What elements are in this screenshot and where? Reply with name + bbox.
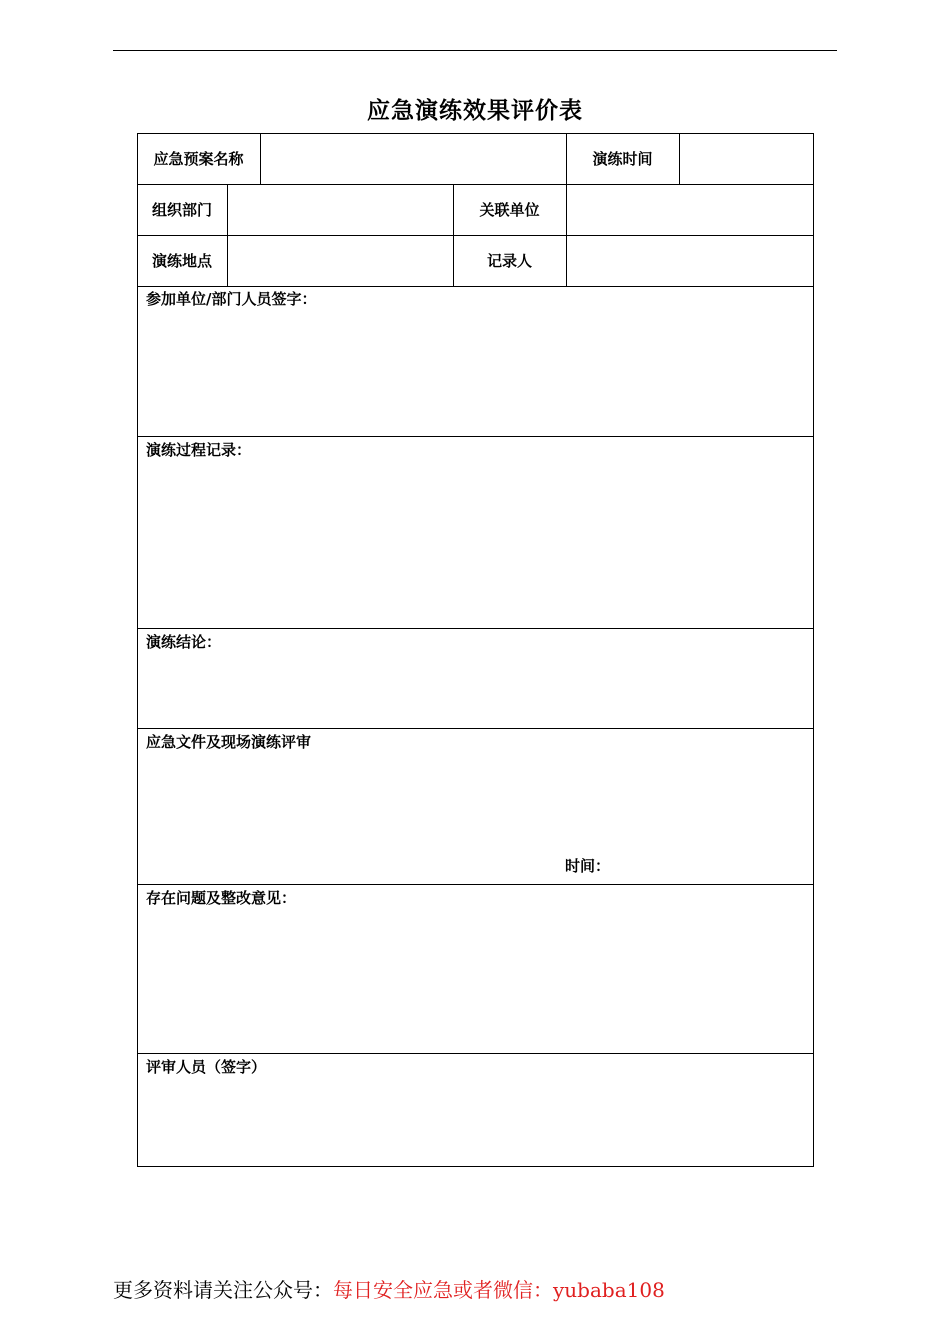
footer-contact: 每日安全应急或者微信：yubaba108	[333, 1278, 665, 1302]
related-unit-label: 关联单位	[479, 201, 540, 219]
row-divider	[137, 728, 814, 729]
table-border-right	[813, 133, 814, 1167]
row-divider	[137, 1053, 814, 1054]
process-record-label: 演练过程记录：	[146, 441, 252, 459]
evaluation-form-table	[137, 133, 814, 1167]
issues-label: 存在问题及整改意见：	[146, 889, 297, 907]
page-title: 应急演练效果评价表	[367, 97, 583, 124]
row-divider	[137, 628, 814, 629]
cell-divider	[679, 133, 680, 184]
cell-divider	[260, 133, 261, 184]
header-rule	[113, 50, 837, 51]
location-label: 演练地点	[151, 252, 212, 270]
footer-note	[113, 1274, 665, 1303]
table-border-top	[137, 133, 814, 134]
org-dept-label: 组织部门	[151, 201, 212, 219]
table-border-bottom	[137, 1166, 814, 1167]
row-divider	[137, 286, 814, 287]
reviewers-signature-label: 评审人员（签字）	[146, 1058, 267, 1076]
review-label: 应急文件及现场演练评审	[146, 733, 312, 751]
row-divider	[137, 436, 814, 437]
cell-divider	[227, 184, 228, 286]
cell-divider	[566, 184, 567, 286]
recorder-label: 记录人	[486, 252, 532, 270]
table-border-left	[137, 133, 138, 1167]
review-time-label: 时间：	[565, 857, 611, 875]
row-divider	[137, 235, 814, 236]
drill-time-label: 演练时间	[592, 150, 653, 168]
participants-signature-label: 参加单位/部门人员签字：	[146, 290, 317, 308]
plan-name-label: 应急预案名称	[153, 150, 244, 168]
row-divider	[137, 884, 814, 885]
footer-prefix: 更多资料请关注公众号：	[113, 1278, 333, 1302]
conclusion-label: 演练结论：	[146, 633, 222, 651]
row-divider	[137, 184, 814, 185]
